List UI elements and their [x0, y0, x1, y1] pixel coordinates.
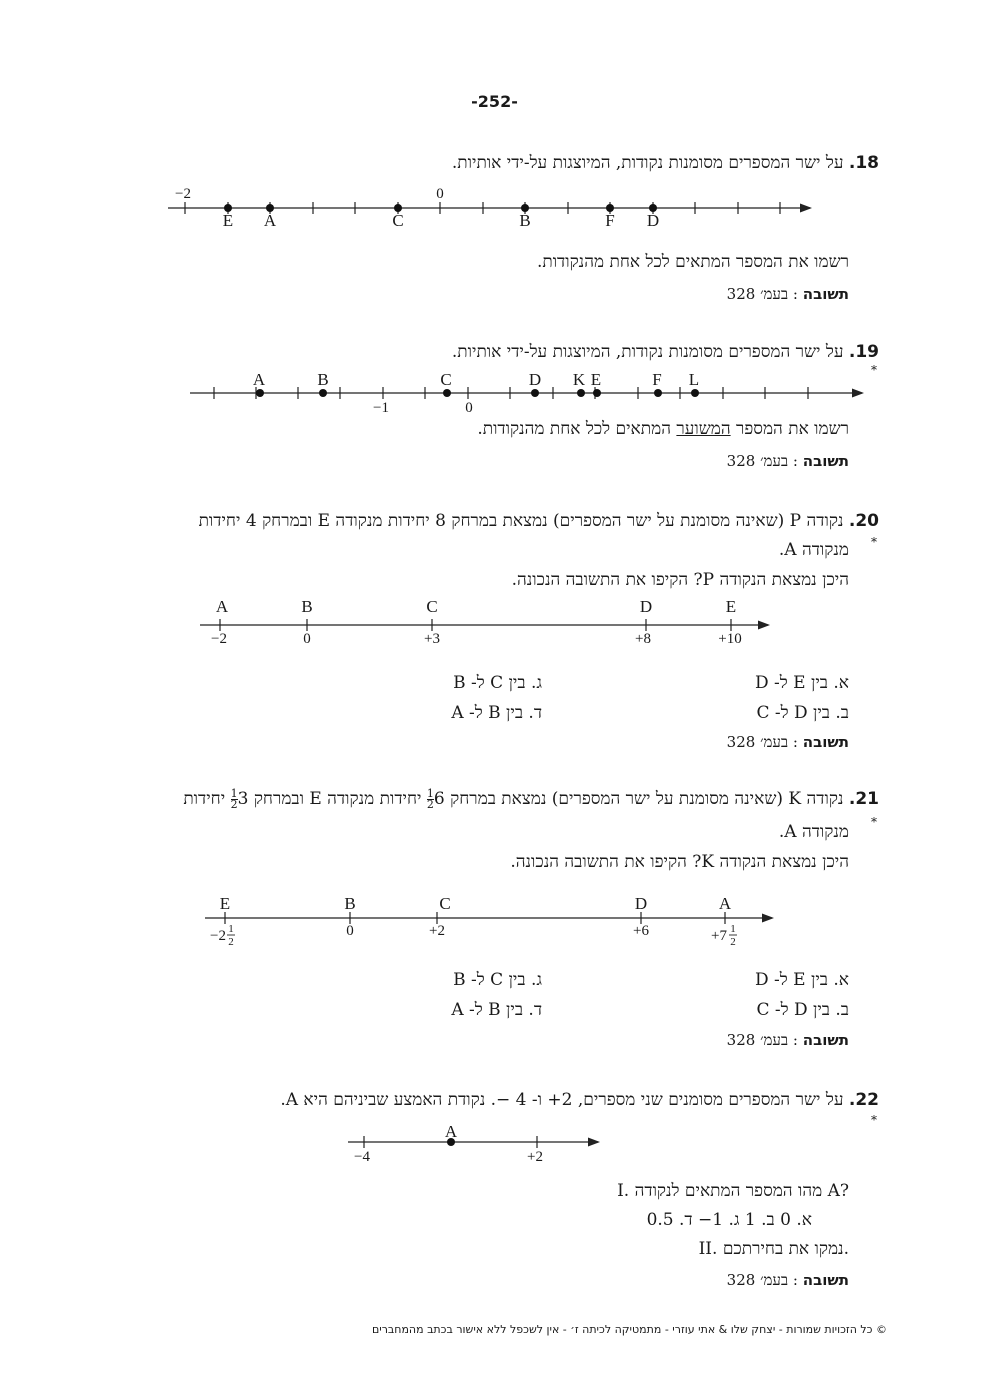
q18-tick-label: −2: [175, 186, 191, 202]
q19-point-label: C: [440, 370, 452, 389]
q21-option-d[interactable]: ד. בין B ל- A: [451, 1000, 542, 1020]
q19-tick-label: 0: [465, 400, 473, 416]
q18-number: 18.: [848, 153, 879, 173]
q21-option-a[interactable]: א. בין E ל- D: [755, 970, 849, 990]
q20-number: 20.: [848, 511, 879, 531]
q18-point-label: B: [519, 211, 531, 230]
q22-value-label: −4: [354, 1149, 370, 1165]
q19-point-label: A: [252, 370, 266, 389]
q20-value-label: +3: [424, 631, 440, 647]
q19-point-label: F: [652, 370, 662, 389]
q21-stem-line2: מנקודה A.: [778, 822, 849, 842]
q22-number: 22.: [848, 1090, 879, 1110]
q21-value-label: +2: [429, 923, 445, 939]
q21-point-label: B: [344, 894, 356, 913]
q20-point-label: A: [215, 597, 229, 616]
difficulty-star: *: [871, 363, 877, 377]
q20-question: היכן נמצאת הנקודה P? הקיפו את התשובה הנכונה.: [511, 570, 849, 590]
page-number: -252-: [471, 92, 518, 111]
difficulty-star: *: [871, 815, 877, 829]
q21-value-label: −2: [210, 928, 226, 944]
q19-point-label: D: [528, 370, 542, 389]
answer-ref: : בעמ׳ 328: [726, 452, 798, 470]
q18-point-label: A: [263, 211, 277, 230]
fraction-denominator: 2: [230, 798, 238, 811]
q21-value-label: 0: [346, 923, 354, 939]
q20-option-b[interactable]: ב. בין D ל- C: [756, 703, 849, 723]
q20-value-label: −2: [211, 631, 227, 647]
q21-value-label: +7: [711, 928, 727, 944]
q20-stem-text: נקודה P (שאינה מסומנת על ישר המספרים) נמצאת במרחק 8 יחידות מנקודה E ובמרחק 4 יחידות: [198, 511, 844, 531]
q20-value-label: +10: [718, 631, 742, 647]
q19-instruction-end: המתאים לכל אחת מהנקודות.: [477, 419, 677, 439]
fraction-denominator: 2: [426, 798, 434, 811]
q22-answer: [727, 1271, 849, 1290]
answer-ref: : בעמ׳ 328: [726, 1271, 798, 1289]
q19-instruction-start: רשמו את המספר: [730, 419, 849, 439]
fraction-numerator: 1: [426, 787, 434, 800]
q21-option-c[interactable]: ג. בין C ל- B: [453, 970, 542, 990]
q21-point-label: D: [634, 894, 648, 913]
q22-arrow: [588, 1138, 600, 1147]
q22-part2: II. נמקו את בחירתכם.: [698, 1239, 849, 1259]
answer-ref: : בעמ׳ 328: [726, 1031, 798, 1049]
answer-label: תשובה: [802, 452, 849, 470]
answer-ref: : בעמ׳ 328: [726, 285, 798, 303]
q21-stem-part2: יחידות מנקודה E ובמרחק 3: [237, 789, 427, 809]
q21-value-frac-num: 1: [228, 923, 234, 935]
q19-stem-text: על ישר המספרים מסומנות נקודות, המיוצגות על-ידי אותיות.: [451, 342, 844, 362]
q20-value-label: 0: [303, 631, 311, 647]
q19-point-label: L: [688, 370, 700, 389]
fraction-numerator: 1: [230, 787, 238, 800]
q21-value-frac-den: 2: [730, 936, 736, 948]
q20-point-label: C: [426, 597, 438, 616]
answer-ref: : בעמ׳ 328: [726, 733, 798, 751]
q22-part1: I. מהו המספר המתאים לנקודה A?: [617, 1181, 849, 1201]
q18-point-label: E: [222, 211, 234, 230]
q22-value-label: +2: [527, 1149, 543, 1165]
q19-number: 19.: [848, 342, 879, 362]
q18-point-label: C: [392, 211, 404, 230]
q19-instruction-underlined: המשוער: [676, 419, 731, 439]
q21-question: היכן נמצאת הנקודה K? הקיפו את התשובה הנכונה.: [510, 852, 849, 872]
q19-tick-label: −1: [373, 400, 389, 416]
q21-stem-part1: נקודה K (שאינה מסומנת על ישר המספרים) נמצאת במרחק 6: [433, 789, 844, 809]
q21-stem-part3: יחידות: [183, 789, 231, 809]
q20-point-label: D: [639, 597, 653, 616]
q22-part1-options[interactable]: א. 0 ב. 1 ג. 1− ד. 0.5: [646, 1210, 812, 1230]
q20-value-label: +8: [635, 631, 651, 647]
q20-point-label: E: [725, 597, 737, 616]
copyright-footer: © כל הזכויות שמורות - יצחק שלו & אתי עוזרי - מתמטיקה לכיתה ז׳ - אין לשכפל ללא אישור בכתב מהמחברים: [371, 1323, 887, 1336]
q22-point-label: A: [444, 1122, 458, 1141]
q19-point-label: B: [317, 370, 329, 389]
q21-value-frac-num: 1: [730, 923, 736, 935]
difficulty-star: *: [871, 1113, 877, 1127]
q18-point-label: F: [605, 211, 615, 230]
q21-number: 21.: [848, 789, 879, 809]
q22-stem-text: על ישר המספרים מסומנים שני מספרים, 2+ ו- 4 −. נקודת האמצע שביניהם היא A.: [280, 1090, 844, 1110]
q21-value-label: +6: [633, 923, 649, 939]
q20-point-label: B: [301, 597, 313, 616]
q21-point-label: E: [219, 894, 231, 913]
q21-value-frac-den: 2: [228, 936, 234, 948]
q19-point-label: E: [590, 370, 602, 389]
q19-point-label: K: [572, 370, 586, 389]
q18-stem-text: על ישר המספרים מסומנות נקודות, המיוצגות על-ידי אותיות.: [451, 153, 844, 173]
q20-option-c[interactable]: ג. בין C ל- B: [453, 673, 542, 693]
answer-label: תשובה: [802, 1271, 849, 1289]
q20-stem-line2: מנקודה A.: [778, 540, 849, 560]
answer-label: תשובה: [802, 1031, 849, 1049]
q18-instruction: רשמו את המספר המתאים לכל אחת מהנקודות.: [536, 252, 849, 272]
answer-label: תשובה: [802, 733, 849, 751]
q20-option-a[interactable]: א. בין E ל- D: [755, 673, 849, 693]
q21-point-label: C: [439, 894, 451, 913]
answer-label: תשובה: [802, 285, 849, 303]
difficulty-star: *: [871, 535, 877, 549]
q21-point-label: A: [718, 894, 732, 913]
q18-tick-label: 0: [436, 186, 444, 202]
q20-option-d[interactable]: ד. בין B ל- A: [451, 703, 542, 723]
q21-option-b[interactable]: ב. בין D ל- C: [756, 1000, 849, 1020]
q18-point-label: D: [646, 211, 660, 230]
